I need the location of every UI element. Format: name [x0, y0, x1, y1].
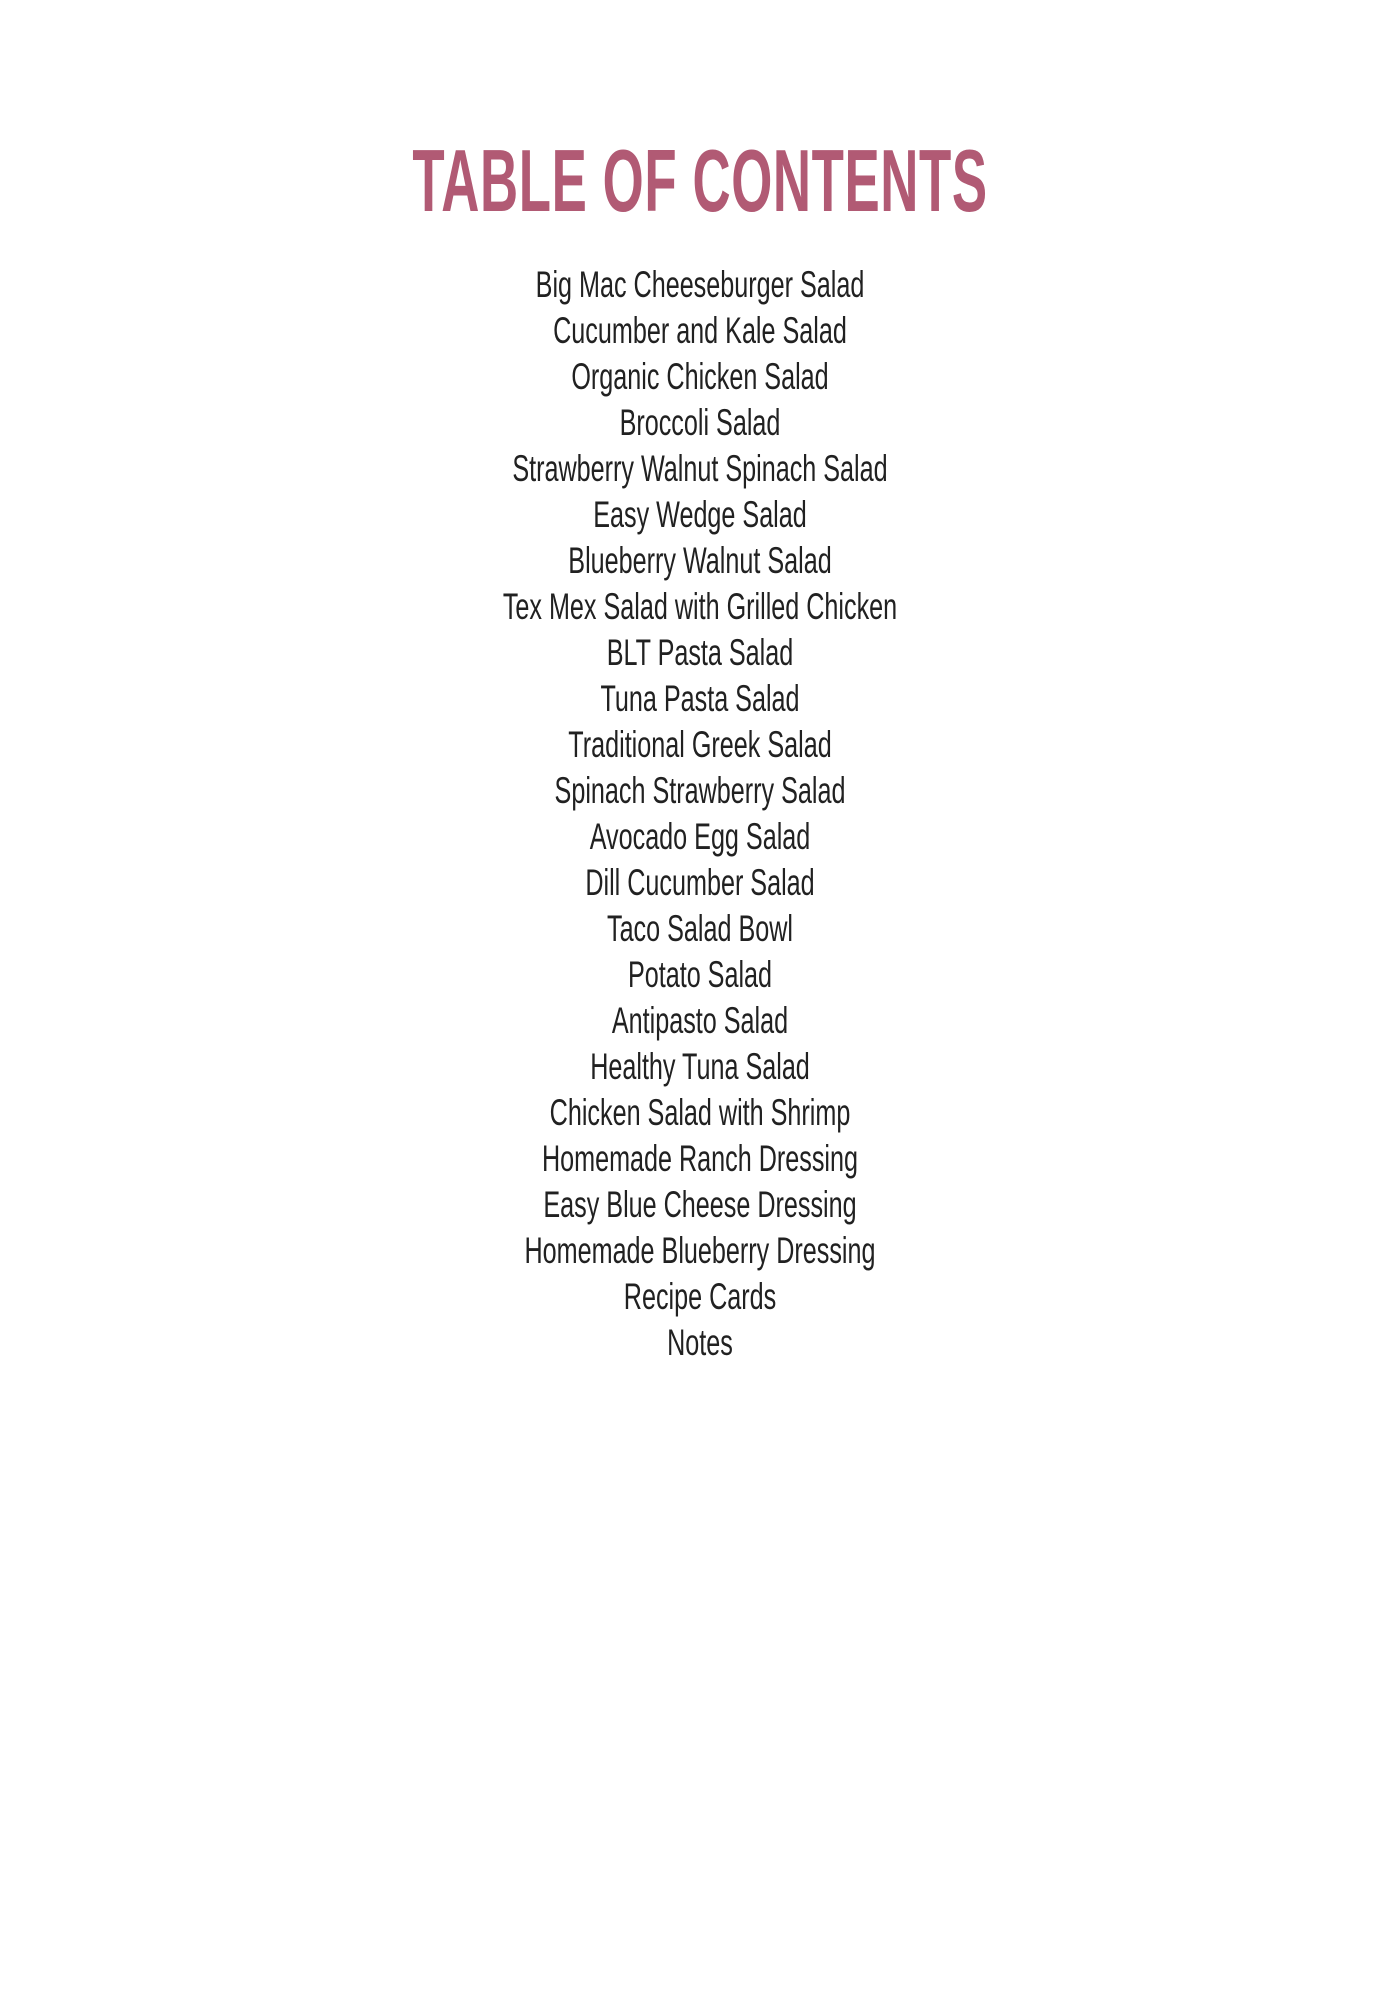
toc-item: Spinach Strawberry Salad: [554, 770, 846, 811]
toc-item: Chicken Salad with Shrimp: [549, 1092, 851, 1133]
toc-item: Traditional Greek Salad: [568, 724, 832, 765]
toc-item: Organic Chicken Salad: [571, 356, 829, 397]
toc-item: Broccoli Salad: [619, 402, 781, 443]
toc-item: Easy Wedge Salad: [593, 494, 807, 535]
toc-list: [0, 262, 1400, 1366]
page-title: TABLE OF CONTENTS: [412, 131, 988, 230]
toc-item: Big Mac Cheeseburger Salad: [535, 264, 865, 305]
toc-item: Cucumber and Kale Salad: [553, 310, 847, 351]
toc-item: Homemade Ranch Dressing: [541, 1138, 859, 1179]
toc-item: Notes: [667, 1322, 733, 1363]
toc-item: Potato Salad: [627, 954, 773, 995]
toc-item: Easy Blue Cheese Dressing: [543, 1184, 857, 1225]
toc-item: Taco Salad Bowl: [606, 908, 794, 949]
toc-item: Dill Cucumber Salad: [585, 862, 815, 903]
toc-item: BLT Pasta Salad: [606, 632, 794, 673]
toc-item: Tuna Pasta Salad: [600, 678, 800, 719]
toc-item: Blueberry Walnut Salad: [568, 540, 832, 581]
toc-item: Recipe Cards: [623, 1276, 777, 1317]
toc-item: Avocado Egg Salad: [589, 816, 811, 857]
toc-item: Strawberry Walnut Spinach Salad: [512, 448, 888, 489]
toc-item: Healthy Tuna Salad: [590, 1046, 810, 1087]
toc-item: Homemade Blueberry Dressing: [524, 1230, 876, 1271]
toc-item: Tex Mex Salad with Grilled Chicken: [502, 586, 898, 627]
toc-item: Antipasto Salad: [611, 1000, 789, 1041]
